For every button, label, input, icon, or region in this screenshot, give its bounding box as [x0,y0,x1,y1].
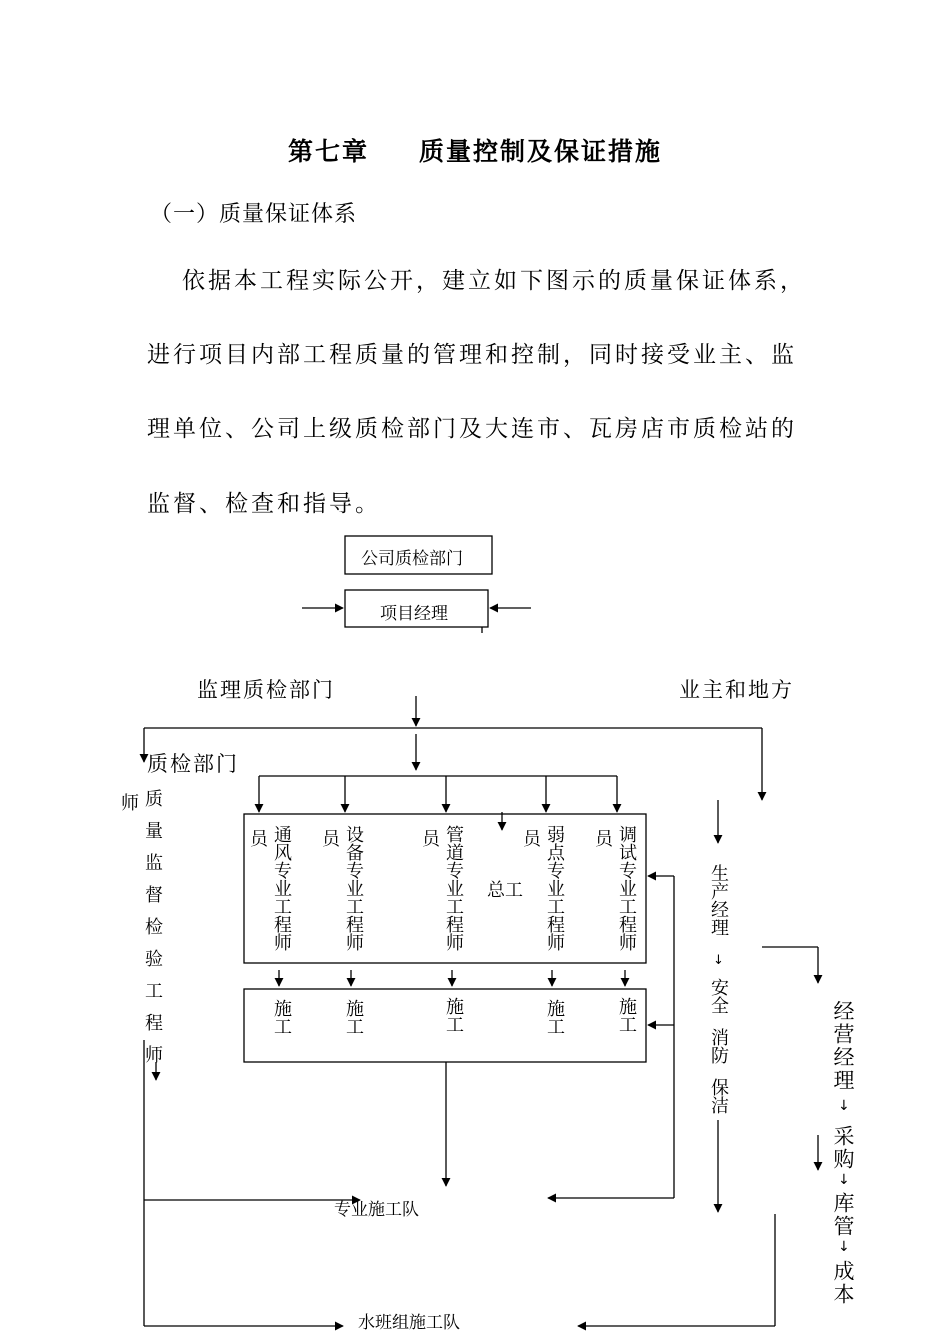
paragraph-line: 监督、检查和指导。 [147,491,381,517]
section-heading: （一）质量保证体系 [150,202,358,227]
construction-cell: 施工 [544,999,565,1035]
arrow-down-icon: ↓ [838,1172,850,1188]
construction-cell: 施工 [443,997,464,1033]
water-group-team: 水班组施工队 [358,1313,460,1333]
chapter-number: 第七章 [287,137,369,166]
production-manager: 生产经理 [708,864,729,936]
safety-item: 消防 [708,1028,729,1064]
project-manager: 项目经理 [380,604,448,624]
engineer-prefix: 员 [523,829,541,850]
arrow-down-icon: ↓ [713,953,724,968]
engineer-weak-current: 弱点专业工程师 [544,825,565,951]
engineer-equipment: 设备专业工程师 [343,825,364,951]
business-item: 成本 [831,1260,855,1306]
qc-dept: 质检部门 [147,752,239,776]
engineer-prefix: 员 [250,829,268,850]
quality-inspector: 质量监督检验工程师 [142,789,163,1077]
engineer-prefix: 员 [422,829,440,850]
construction-cell: 施工 [616,997,637,1033]
engineer-piping: 管道专业工程师 [443,825,464,951]
business-manager: 经营经理 [831,1000,855,1092]
safety-item: 保洁 [708,1078,729,1114]
construction-cell: 施工 [271,999,292,1035]
business-item: 采购 [831,1125,855,1171]
company-qc-dept: 公司质检部门 [361,549,463,569]
chapter-subtitle: 质量控制及保证措施 [419,137,663,166]
paragraph-line: 依据本工程实际公开，建立如下图示的质量保证体系， [182,268,806,294]
arrow-down-icon: ↓ [838,1239,850,1255]
engineer-ventilation: 通风专业工程师 [271,825,292,951]
safety-item: 安全 [708,978,729,1014]
arrow-down-icon: ↓ [838,1098,850,1114]
supervision-qc-dept: 监理质检部门 [197,678,335,702]
business-item: 库管 [831,1192,855,1238]
engineer-prefix: 员 [595,829,613,850]
owner-and-local: 业主和地方 [679,678,794,702]
construction-team: 专业施工队 [334,1200,419,1220]
paragraph-line: 进行项目内部工程质量的管理和控制，同时接受业主、监 [147,342,797,368]
construction-cell: 施工 [343,999,364,1035]
engineer-commissioning: 调试专业工程师 [616,825,637,951]
quality-inspector-suffix: 师 [121,793,139,814]
paragraph-line: 理单位、公司上级质检部门及大连市、瓦房店市质检站的 [147,416,797,442]
engineer-prefix: 员 [322,829,340,850]
chief-engineer-fragment: 总工 [487,880,523,901]
